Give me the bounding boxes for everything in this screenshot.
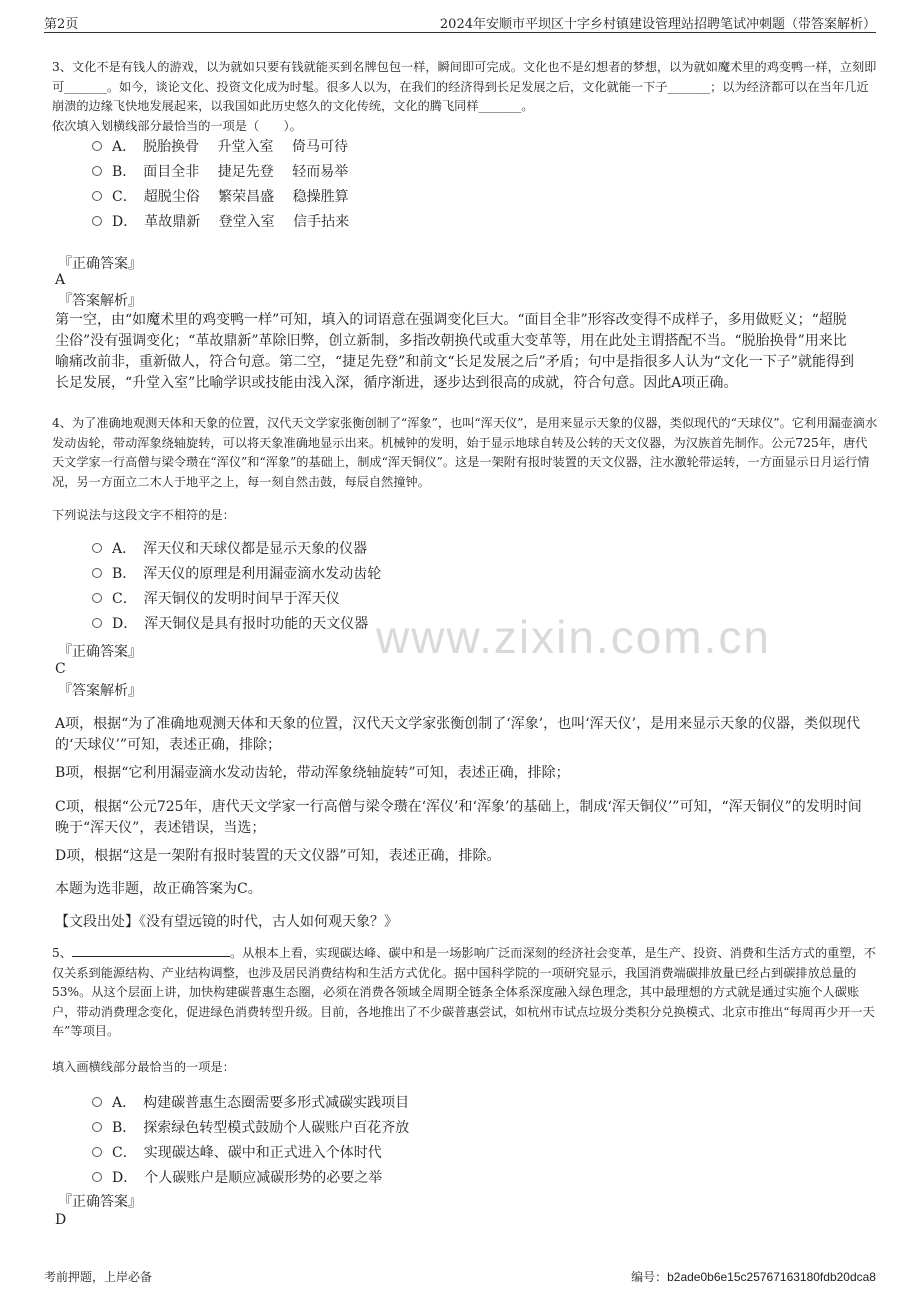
q5-answer-label: 『正确答案』: [58, 1194, 142, 1210]
q3-answer-label: 『正确答案』: [58, 256, 142, 272]
q4-conclusion: 本题为选非题，故正确答案为C。: [55, 881, 262, 897]
q3-option-d[interactable]: D． 革故鼎新 登堂入室 信手拈来: [92, 211, 349, 233]
q4-analysis-c: C项，根据“公元725年，唐代天文学家一行高僧与梁令瓒在‘浑仪’和‘浑象’的基础上，制成‘浑天铜仪’”可知，“浑天铜仪”的发明时间晚于“浑天仪”，表述错误，当选；: [55, 799, 862, 836]
document-title: 2024年安顺市平坝区十字乡村镇建设管理站招聘笔试冲刺题（带答案解析）: [439, 17, 876, 32]
radio-icon: [92, 1097, 102, 1107]
q4-answer: C: [55, 661, 66, 677]
q3-option-c[interactable]: C． 超脱尘俗 繁荣昌盛 稳操胜算: [92, 186, 349, 208]
radio-icon: [92, 191, 102, 201]
q3-option-a[interactable]: A． 脱胎换骨 升堂入室 倚马可待: [92, 136, 348, 158]
document-id: 编号：b2ade0b6e15c25767163180fdb20dca8: [631, 1270, 876, 1284]
q3-option-b[interactable]: B． 面目全非 捷足先登 轻而易举: [92, 161, 348, 183]
q5-option-c[interactable]: C． 实现碳达峰、碳中和正式进入个体时代: [92, 1142, 382, 1164]
q5-option-d[interactable]: D． 个人碳账户是顺应减碳形势的必要之举: [92, 1167, 382, 1189]
q5-stem-block: [52, 944, 878, 1042]
q4-stem: 4、为了准确地观测天体和天象的位置，汉代天文学家张衡创制了“浑象”，也叫“浑天仪”，是用来显示天象的仪器，类似现代的“天球仪”。它利用漏壶滴水发动齿轮，带动浑象绕轴旋转，可以将天象准确地显示出来。机械钟的发明，始于显示地球自转及公转的天文仪器，为汉族首先制作。公元725年，唐代天文学家一行高僧与梁令瓒在“浑仪”和“浑象”的基础上，制成“浑天铜仪”。这是一架附有报时装置的天文仪器，注水激轮带运转，一方面显示日月运行情况，另一方面立二木人于地平之上，每一刻自然击鼓，每辰自然撞钟。: [52, 416, 878, 489]
radio-icon: [92, 141, 102, 151]
q5-option-a[interactable]: A． 构建碳普惠生态圈需要多形式减碳实践项目: [92, 1092, 409, 1114]
q4-option-a[interactable]: A． 浑天仪和天球仪都是显示天象的仪器: [92, 538, 367, 560]
q3-analysis-label: 『答案解析』: [58, 293, 142, 309]
q4-prompt: 下列说法与这段文字不相符的是：: [52, 508, 235, 522]
q5-prompt: 填入画横线部分最恰当的一项是：: [52, 1060, 235, 1074]
q4-analysis-a: A项，根据“为了准确地观测天体和天象的位置，汉代天文学家张衡创制了‘浑象’，也叫‘浑天仪’，是用来显示天象的仪器，类似现代的‘天球仪’”可知，表述正确，排除；: [55, 716, 861, 753]
q5-stem: 。从根本上看，实现碳达峰、碳中和是一场影响广泛而深刻的经济社会变革，是生产、投资、消费和生活方式的重塑，不仅关系到能源结构、产业结构调整，也涉及居民消费结构和生活方式优化。据中国科学院的一项研究显示，我国消费端碳排放量已经占到碳排放总量的53%。从这个层面上讲，加快构建碳普惠生态圈，必须在消费各领域全周期全链条全体系深度融入绿色理念，其中最理想的方式就是通过实施个人碳账户，带动消费理念变化，促进绿色消费转型升级。目前，各地推出了不少碳普惠尝试，如杭州市试点垃圾分类积分兑换模式、北京市推出“每周再少开一天车”等项目。: [52, 946, 876, 1038]
q5-blank: [72, 944, 230, 957]
radio-icon: [92, 1122, 102, 1132]
q4-option-c[interactable]: C． 浑天铜仪的发明时间早于浑天仪: [92, 588, 340, 610]
q3-analysis: 第一空，由“如魔术里的鸡变鸭一样”可知，填入的词语意在强调变化巨大。“面目全非”形容改变得不成样子，多用做贬义；“超脱尘俗”没有强调变化；“革故鼎新”革除旧弊，创立新制，多指改朝换代或重大变革等，用在此处主谓搭配不当。“脱胎换骨”用来比喻痛改前非，重新做人，符合句意。第二空，“捷足先登”和前文“长足发展之后”矛盾；句中是指很多人认为“文化一下子”就能得到长足发展，“升堂入室”比喻学识或技能由浅入深，循序渐进，逐步达到很高的成就，符合句意。因此A项正确。: [55, 312, 854, 391]
radio-icon: [92, 568, 102, 578]
q4-answer-label: 『正确答案』: [58, 644, 142, 660]
q3-prompt: 依次填入划横线部分最恰当的一项是（ ）。: [52, 119, 302, 133]
q3-stem: 3、文化不是有钱人的游戏，以为就如只要有钱就能买到名牌包包一样，瞬间即可完成。文化也不是幻想者的梦想，以为就如魔术里的鸡变鸭一样，立刻即可_______。如今，谈论文化、投资文化成为时髦。很多人以为，在我们的经济得到长足发展之后，文化就能一下子_______；以为经济都可以在当年几近崩溃的边缘飞快地发展起来，以我国如此历史悠久的文化传统，文化的腾飞同样_______。: [52, 60, 877, 113]
page-header: [44, 10, 876, 33]
q5-answer: D: [55, 1212, 67, 1228]
watermark: www.zixin.com.cn: [376, 611, 771, 663]
page-number: 第2页: [44, 17, 79, 32]
radio-icon: [92, 593, 102, 603]
radio-icon: [92, 543, 102, 553]
q4-source: 【文段出处】《没有望远镜的时代，古人如何观天象？》: [55, 914, 398, 930]
q4-option-d[interactable]: D． 浑天铜仪是具有报时功能的天文仪器: [92, 613, 368, 635]
q5-number: 5、: [52, 946, 72, 960]
q3-answer: A: [55, 272, 66, 288]
footer-slogan: 考前押题，上岸必备: [44, 1270, 153, 1284]
radio-icon: [92, 1147, 102, 1157]
radio-icon: [92, 618, 102, 628]
radio-icon: [92, 1172, 102, 1182]
radio-icon: [92, 166, 102, 176]
q4-analysis-d: D项，根据“这是一架附有报时装置的天文仪器”可知，表述正确，排除。: [55, 848, 501, 864]
q4-analysis-label: 『答案解析』: [58, 683, 142, 699]
q4-option-b[interactable]: B． 浑天仪的原理是利用漏壶滴水发动齿轮: [92, 563, 381, 585]
radio-icon: [92, 216, 102, 226]
q4-analysis-b: B项，根据“它利用漏壶滴水发动齿轮，带动浑象绕轴旋转”可知，表述正确，排除；: [55, 765, 570, 781]
q5-option-b[interactable]: B． 探索绿色转型模式鼓励个人碳账户百花齐放: [92, 1117, 409, 1139]
